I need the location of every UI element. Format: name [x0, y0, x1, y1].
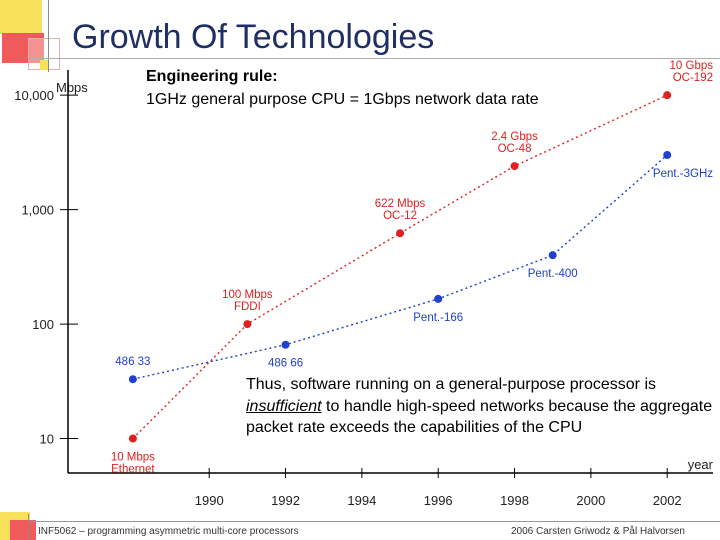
x-tick-label: 2000	[576, 493, 606, 508]
cpu-data-point	[129, 375, 137, 383]
y-tick-label: 1,000	[21, 202, 54, 218]
network-data-label: 622 Mbps	[374, 198, 426, 211]
rule-text: 1GHz general purpose CPU = 1Gbps network data rate	[146, 91, 539, 108]
cpu-series-line	[133, 155, 667, 379]
network-data-point	[663, 91, 671, 99]
footer-course: INF5062 – programming asymmetric multi-core processors	[38, 526, 299, 537]
cpu-data-point	[549, 251, 557, 259]
network-data-point	[243, 320, 251, 328]
conclusion-text	[246, 374, 716, 439]
network-data-label: OC-192	[672, 72, 713, 85]
chart-axes	[14, 70, 713, 508]
x-axis-label: year	[687, 457, 713, 472]
cpu-data-label: 486 66	[267, 357, 304, 370]
network-data-point	[396, 229, 404, 237]
network-data-point	[129, 435, 137, 443]
network-data-label: OC-12	[383, 210, 417, 223]
network-data-label: 10 Mbps	[110, 451, 155, 464]
x-tick-label: 1996	[423, 493, 453, 508]
footer-authors: 2006 Carsten Griwodz & Pål Halvorsen	[511, 526, 685, 537]
network-data-label: 10 Gbps	[669, 60, 713, 73]
cpu-data-label: Pent.-400	[527, 268, 578, 281]
footer-divider	[30, 521, 720, 522]
cpu-data-point	[434, 295, 442, 303]
cpu-data-label: Pent.-3GHz	[652, 168, 713, 181]
cpu-data-label: 486 33	[115, 356, 151, 369]
conclusion-post: to handle high-speed networks because the aggregate packet rate exceeds the capabilities of the CPU	[246, 397, 713, 436]
y-tick-label: 100	[32, 317, 54, 333]
network-data-label: 100 Mbps	[222, 289, 273, 302]
conclusion-emphasis: insufficient	[246, 397, 322, 415]
network-data-label: Ethernet	[111, 463, 155, 476]
cpu-data-point	[282, 341, 290, 349]
x-tick-label: 1994	[347, 493, 377, 508]
y-axis-label: Mbps	[56, 80, 88, 95]
network-data-label: OC-48	[497, 143, 532, 156]
x-tick-label: 1998	[500, 493, 529, 508]
y-tick-label: 10	[39, 431, 54, 447]
x-tick-label: 1992	[271, 493, 301, 508]
x-tick-label: 2002	[652, 493, 682, 508]
slide-title: Growth Of Technologies	[72, 18, 435, 56]
cpu-data-point	[663, 151, 671, 159]
network-data-label: 2.4 Gbps	[491, 131, 538, 144]
network-data-point	[511, 162, 519, 170]
cpu-data-label: Pent.-166	[413, 311, 464, 324]
y-tick-label: 10,000	[14, 88, 54, 104]
rule-heading: Engineering rule:	[146, 68, 278, 85]
network-data-label: FDDI	[233, 301, 261, 314]
x-tick-label: 1990	[194, 493, 224, 508]
conclusion-pre: Thus, software running on a general-purpose processor is	[246, 376, 656, 393]
